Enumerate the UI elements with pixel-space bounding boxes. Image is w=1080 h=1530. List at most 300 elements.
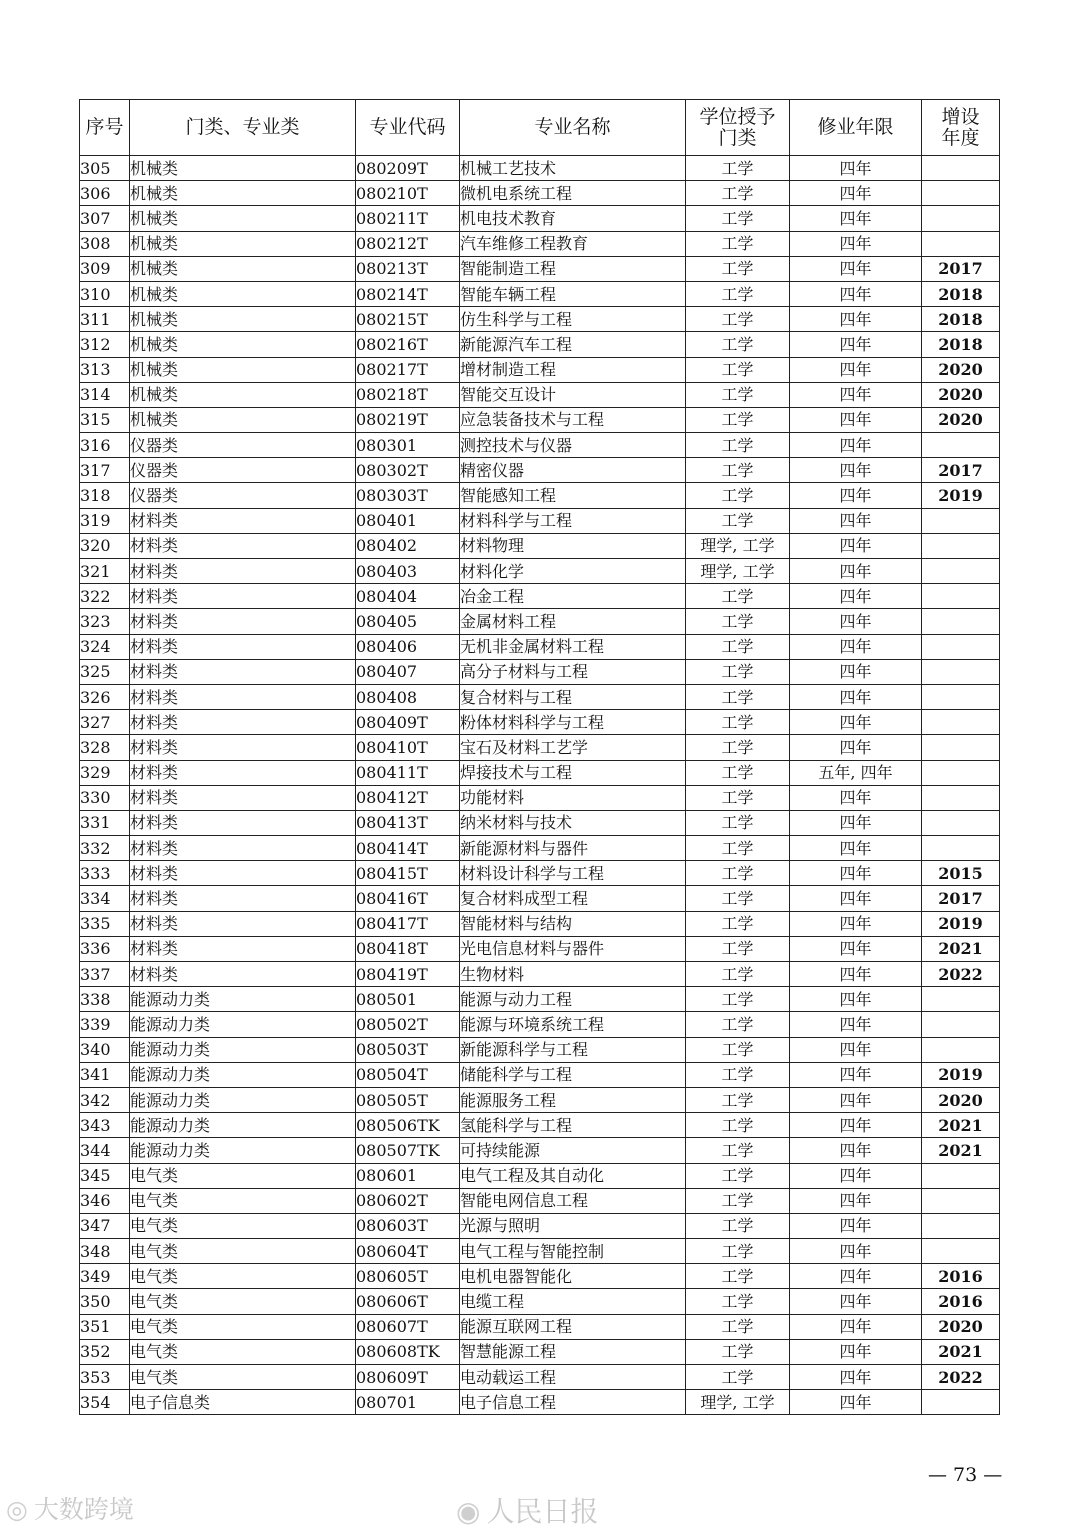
cell-name: 智能电网信息工程: [460, 1188, 686, 1213]
cell-year: [922, 735, 1000, 760]
table-row: [80, 281, 1000, 306]
cell-duration: 四年: [790, 1062, 922, 1087]
cell-no: 349: [80, 1264, 130, 1289]
cell-no: 314: [80, 382, 130, 407]
cell-name: 电气工程与智能控制: [460, 1239, 686, 1264]
cell-no: 337: [80, 962, 130, 987]
cell-name: 电气工程及其自动化: [460, 1163, 686, 1188]
cell-code: 080302T: [356, 458, 460, 483]
cell-code: 080218T: [356, 382, 460, 407]
cell-year: 2017: [922, 256, 1000, 281]
cell-duration: 四年: [790, 962, 922, 987]
watermark-left-text: 大数跨境: [33, 1495, 134, 1524]
cell-name: 智能感知工程: [460, 483, 686, 508]
cell-category: 能源动力类: [130, 1113, 356, 1138]
table-row: [80, 382, 1000, 407]
table-row: [80, 886, 1000, 911]
cell-code: 080604T: [356, 1239, 460, 1264]
cell-degree: 工学: [686, 382, 790, 407]
cell-year: [922, 1037, 1000, 1062]
cell-duration: 四年: [790, 483, 922, 508]
cell-name: 复合材料与工程: [460, 684, 686, 709]
cell-duration: 四年: [790, 156, 922, 181]
cell-name: 储能科学与工程: [460, 1062, 686, 1087]
cell-degree: 工学: [686, 861, 790, 886]
cell-degree: 工学: [686, 584, 790, 609]
cell-category: 机械类: [130, 156, 356, 181]
cell-year: [922, 1012, 1000, 1037]
cell-duration: 四年: [790, 1188, 922, 1213]
cell-no: 325: [80, 659, 130, 684]
table-row: [80, 433, 1000, 458]
cell-name: 无机非金属材料工程: [460, 634, 686, 659]
cell-year: 2020: [922, 1087, 1000, 1112]
cell-year: 2017: [922, 886, 1000, 911]
cell-degree: 工学: [686, 357, 790, 382]
cell-code: 080507TK: [356, 1138, 460, 1163]
cell-degree: 工学: [686, 836, 790, 861]
table-row: [80, 911, 1000, 936]
cell-degree: 工学: [686, 206, 790, 231]
cell-degree: 工学: [686, 433, 790, 458]
cell-duration: 四年: [790, 1037, 922, 1062]
cell-degree: 工学: [686, 911, 790, 936]
cell-category: 电子信息类: [130, 1390, 356, 1415]
cell-name: 电缆工程: [460, 1289, 686, 1314]
cell-category: 机械类: [130, 357, 356, 382]
cell-no: 332: [80, 836, 130, 861]
cell-no: 317: [80, 458, 130, 483]
cell-name: 粉体材料科学与工程: [460, 710, 686, 735]
cell-category: 电气类: [130, 1163, 356, 1188]
cell-degree: 工学: [686, 962, 790, 987]
table-row: [80, 1037, 1000, 1062]
cell-degree: 工学: [686, 609, 790, 634]
cell-year: 2019: [922, 911, 1000, 936]
cell-no: 330: [80, 785, 130, 810]
cell-degree: 工学: [686, 1314, 790, 1339]
cell-no: 313: [80, 357, 130, 382]
cell-no: 341: [80, 1062, 130, 1087]
cell-name: 纳米材料与技术: [460, 810, 686, 835]
table-row: [80, 1163, 1000, 1188]
cell-no: 328: [80, 735, 130, 760]
cell-no: 322: [80, 584, 130, 609]
cell-no: 312: [80, 332, 130, 357]
cell-duration: 四年: [790, 1289, 922, 1314]
cell-duration: 四年: [790, 307, 922, 332]
table-body: [80, 156, 1000, 1415]
cell-no: 334: [80, 886, 130, 911]
cell-degree: 工学: [686, 1113, 790, 1138]
cell-year: [922, 181, 1000, 206]
cell-name: 材料化学: [460, 559, 686, 584]
cell-year: [922, 559, 1000, 584]
cell-name: 功能材料: [460, 785, 686, 810]
cell-duration: 五年, 四年: [790, 760, 922, 785]
cell-code: 080409T: [356, 710, 460, 735]
cell-category: 机械类: [130, 382, 356, 407]
cell-no: 344: [80, 1138, 130, 1163]
cell-degree: 工学: [686, 1213, 790, 1238]
cell-no: 319: [80, 508, 130, 533]
cell-no: 308: [80, 231, 130, 256]
cell-code: 080213T: [356, 256, 460, 281]
table-row: [80, 1365, 1000, 1390]
table-row: [80, 483, 1000, 508]
cell-duration: 四年: [790, 332, 922, 357]
cell-year: [922, 1390, 1000, 1415]
cell-code: 080602T: [356, 1188, 460, 1213]
cell-no: 324: [80, 634, 130, 659]
table-header-row: [80, 100, 1000, 156]
table-row: [80, 256, 1000, 281]
cell-name: 光电信息材料与器件: [460, 936, 686, 961]
cell-no: 339: [80, 1012, 130, 1037]
cell-duration: 四年: [790, 735, 922, 760]
table-row: [80, 508, 1000, 533]
header-year: 增设年度: [922, 100, 1000, 156]
cell-name: 光源与照明: [460, 1213, 686, 1238]
cell-year: 2021: [922, 1138, 1000, 1163]
cell-duration: 四年: [790, 609, 922, 634]
header-degree: 学位授予门类: [686, 100, 790, 156]
cell-year: [922, 634, 1000, 659]
cell-duration: 四年: [790, 382, 922, 407]
cell-degree: 工学: [686, 181, 790, 206]
cell-code: 080215T: [356, 307, 460, 332]
cell-year: 2020: [922, 357, 1000, 382]
cell-year: 2018: [922, 332, 1000, 357]
cell-degree: 工学: [686, 407, 790, 432]
cell-category: 机械类: [130, 231, 356, 256]
cell-degree: 工学: [686, 1037, 790, 1062]
table-row: [80, 962, 1000, 987]
cell-name: 智能材料与结构: [460, 911, 686, 936]
cell-category: 材料类: [130, 508, 356, 533]
cell-category: 材料类: [130, 861, 356, 886]
cell-no: 309: [80, 256, 130, 281]
cell-year: 2016: [922, 1289, 1000, 1314]
cell-category: 材料类: [130, 559, 356, 584]
cell-year: [922, 810, 1000, 835]
cell-code: 080402: [356, 533, 460, 558]
cell-category: 材料类: [130, 735, 356, 760]
cell-year: [922, 156, 1000, 181]
cell-year: [922, 785, 1000, 810]
cell-category: 材料类: [130, 684, 356, 709]
cell-duration: 四年: [790, 281, 922, 306]
cell-degree: 工学: [686, 936, 790, 961]
cell-year: 2016: [922, 1264, 1000, 1289]
cell-duration: 四年: [790, 785, 922, 810]
cell-degree: 工学: [686, 256, 790, 281]
cell-name: 电动载运工程: [460, 1365, 686, 1390]
cell-category: 材料类: [130, 634, 356, 659]
cell-no: 321: [80, 559, 130, 584]
cell-category: 能源动力类: [130, 1138, 356, 1163]
cell-no: 335: [80, 911, 130, 936]
cell-duration: 四年: [790, 911, 922, 936]
cell-no: 310: [80, 281, 130, 306]
cell-category: 能源动力类: [130, 987, 356, 1012]
table-row: [80, 1087, 1000, 1112]
cell-name: 焊接技术与工程: [460, 760, 686, 785]
table-row: [80, 1339, 1000, 1364]
cell-code: 080505T: [356, 1087, 460, 1112]
cell-code: 080413T: [356, 810, 460, 835]
cell-no: 316: [80, 433, 130, 458]
cell-year: 2020: [922, 382, 1000, 407]
cell-duration: 四年: [790, 836, 922, 861]
cell-category: 电气类: [130, 1213, 356, 1238]
table-row: [80, 634, 1000, 659]
cell-name: 汽车维修工程教育: [460, 231, 686, 256]
cell-no: 348: [80, 1239, 130, 1264]
cell-degree: 工学: [686, 684, 790, 709]
cell-name: 氢能科学与工程: [460, 1113, 686, 1138]
cell-year: [922, 1239, 1000, 1264]
cell-category: 能源动力类: [130, 1037, 356, 1062]
table-row: [80, 609, 1000, 634]
cell-no: 327: [80, 710, 130, 735]
cell-no: 343: [80, 1113, 130, 1138]
cell-name: 新能源科学与工程: [460, 1037, 686, 1062]
cell-code: 080211T: [356, 206, 460, 231]
cell-no: 331: [80, 810, 130, 835]
cell-category: 材料类: [130, 710, 356, 735]
table-row: [80, 181, 1000, 206]
cell-no: 326: [80, 684, 130, 709]
header-no: 序号: [80, 100, 130, 156]
table-row: [80, 332, 1000, 357]
cell-duration: 四年: [790, 1012, 922, 1037]
cell-year: [922, 1163, 1000, 1188]
cell-category: 机械类: [130, 256, 356, 281]
cell-code: 080502T: [356, 1012, 460, 1037]
cell-code: 080506TK: [356, 1113, 460, 1138]
cell-code: 080701: [356, 1390, 460, 1415]
cell-category: 材料类: [130, 584, 356, 609]
cell-code: 080407: [356, 659, 460, 684]
table-row: [80, 836, 1000, 861]
cell-year: [922, 760, 1000, 785]
cell-name: 能源互联网工程: [460, 1314, 686, 1339]
header-category: 门类、专业类: [130, 100, 356, 156]
cell-duration: 四年: [790, 458, 922, 483]
cell-degree: 工学: [686, 508, 790, 533]
cell-category: 机械类: [130, 307, 356, 332]
cell-degree: 工学: [686, 307, 790, 332]
cell-no: 307: [80, 206, 130, 231]
cell-degree: 工学: [686, 1163, 790, 1188]
cell-category: 材料类: [130, 785, 356, 810]
cell-year: [922, 533, 1000, 558]
cell-category: 机械类: [130, 206, 356, 231]
cell-category: 能源动力类: [130, 1062, 356, 1087]
cell-duration: 四年: [790, 810, 922, 835]
cell-code: 080301: [356, 433, 460, 458]
cell-degree: 理学, 工学: [686, 533, 790, 558]
cell-year: [922, 231, 1000, 256]
table-row: [80, 1239, 1000, 1264]
weibo-icon: ◉: [456, 1495, 481, 1528]
cell-year: [922, 508, 1000, 533]
cell-year: 2022: [922, 962, 1000, 987]
cell-degree: 工学: [686, 1087, 790, 1112]
cell-name: 电机电器智能化: [460, 1264, 686, 1289]
cell-code: 080605T: [356, 1264, 460, 1289]
table-row: [80, 584, 1000, 609]
cell-year: [922, 206, 1000, 231]
cell-name: 材料物理: [460, 533, 686, 558]
table-row: [80, 1264, 1000, 1289]
cell-name: 宝石及材料工艺学: [460, 735, 686, 760]
cell-category: 材料类: [130, 836, 356, 861]
table-row: [80, 1062, 1000, 1087]
cell-degree: 工学: [686, 785, 790, 810]
cell-no: 336: [80, 936, 130, 961]
cell-duration: 四年: [790, 936, 922, 961]
cell-no: 347: [80, 1213, 130, 1238]
cell-duration: 四年: [790, 1138, 922, 1163]
cell-year: [922, 684, 1000, 709]
cell-code: 080303T: [356, 483, 460, 508]
cell-duration: 四年: [790, 1087, 922, 1112]
cell-no: 353: [80, 1365, 130, 1390]
cell-duration: 四年: [790, 1113, 922, 1138]
cell-degree: 工学: [686, 1012, 790, 1037]
cell-year: [922, 1213, 1000, 1238]
cell-year: 2021: [922, 1113, 1000, 1138]
cell-code: 080415T: [356, 861, 460, 886]
cell-no: 338: [80, 987, 130, 1012]
cell-degree: 工学: [686, 634, 790, 659]
cell-no: 346: [80, 1188, 130, 1213]
cell-degree: 工学: [686, 1339, 790, 1364]
table-row: [80, 407, 1000, 432]
cell-category: 电气类: [130, 1264, 356, 1289]
cell-degree: 工学: [686, 735, 790, 760]
cell-degree: 工学: [686, 483, 790, 508]
cell-duration: 四年: [790, 231, 922, 256]
cell-degree: 工学: [686, 1138, 790, 1163]
cell-no: 311: [80, 307, 130, 332]
cell-year: [922, 609, 1000, 634]
table-row: [80, 533, 1000, 558]
cell-duration: 四年: [790, 407, 922, 432]
table-row: [80, 559, 1000, 584]
cell-year: [922, 836, 1000, 861]
cell-duration: 四年: [790, 181, 922, 206]
table-row: [80, 987, 1000, 1012]
cell-name: 生物材料: [460, 962, 686, 987]
majors-table: [79, 99, 1000, 1415]
cell-category: 机械类: [130, 407, 356, 432]
cell-category: 材料类: [130, 936, 356, 961]
cell-category: 材料类: [130, 533, 356, 558]
cell-category: 机械类: [130, 281, 356, 306]
cell-name: 金属材料工程: [460, 609, 686, 634]
cell-code: 080216T: [356, 332, 460, 357]
cell-degree: 工学: [686, 231, 790, 256]
table-row: [80, 1390, 1000, 1415]
cell-code: 080504T: [356, 1062, 460, 1087]
cell-category: 能源动力类: [130, 1087, 356, 1112]
cell-code: 080501: [356, 987, 460, 1012]
cell-category: 机械类: [130, 181, 356, 206]
cell-category: 电气类: [130, 1314, 356, 1339]
cell-code: 080404: [356, 584, 460, 609]
cell-degree: 工学: [686, 810, 790, 835]
cell-category: 材料类: [130, 609, 356, 634]
cell-name: 能源与环境系统工程: [460, 1012, 686, 1037]
cell-category: 电气类: [130, 1239, 356, 1264]
table-row: [80, 231, 1000, 256]
cell-year: 2021: [922, 1339, 1000, 1364]
cell-name: 增材制造工程: [460, 357, 686, 382]
cell-degree: 工学: [686, 710, 790, 735]
cell-year: 2020: [922, 407, 1000, 432]
cell-year: [922, 433, 1000, 458]
cell-name: 冶金工程: [460, 584, 686, 609]
cell-code: 080401: [356, 508, 460, 533]
cell-code: 080410T: [356, 735, 460, 760]
cell-no: 315: [80, 407, 130, 432]
cell-no: 320: [80, 533, 130, 558]
cell-duration: 四年: [790, 1163, 922, 1188]
cell-duration: 四年: [790, 433, 922, 458]
cell-year: [922, 1188, 1000, 1213]
cell-category: 电气类: [130, 1289, 356, 1314]
cell-name: 微机电系统工程: [460, 181, 686, 206]
page-number: — 73 —: [928, 1464, 1003, 1486]
cell-category: 材料类: [130, 810, 356, 835]
cell-year: 2018: [922, 307, 1000, 332]
cell-name: 智慧能源工程: [460, 1339, 686, 1364]
cell-duration: 四年: [790, 584, 922, 609]
header-duration: 修业年限: [790, 100, 922, 156]
cell-no: 323: [80, 609, 130, 634]
cell-name: 测控技术与仪器: [460, 433, 686, 458]
cell-duration: 四年: [790, 1213, 922, 1238]
cell-name: 新能源材料与器件: [460, 836, 686, 861]
cell-code: 080419T: [356, 962, 460, 987]
watermark-right-text: 人民日报: [486, 1495, 599, 1528]
cell-no: 345: [80, 1163, 130, 1188]
cell-duration: 四年: [790, 1339, 922, 1364]
cell-degree: 工学: [686, 987, 790, 1012]
cell-name: 智能交互设计: [460, 382, 686, 407]
cell-duration: 四年: [790, 1390, 922, 1415]
cell-code: 080608TK: [356, 1339, 460, 1364]
cell-no: 354: [80, 1390, 130, 1415]
table-row: [80, 206, 1000, 231]
cell-no: 351: [80, 1314, 130, 1339]
cell-year: 2019: [922, 1062, 1000, 1087]
cell-name: 机械工艺技术: [460, 156, 686, 181]
cell-code: 080212T: [356, 231, 460, 256]
table-row: [80, 458, 1000, 483]
cell-year: [922, 710, 1000, 735]
cell-degree: 工学: [686, 332, 790, 357]
cell-category: 能源动力类: [130, 1012, 356, 1037]
table-row: [80, 1012, 1000, 1037]
cell-name: 材料设计科学与工程: [460, 861, 686, 886]
cell-year: 2021: [922, 936, 1000, 961]
table-row: [80, 1314, 1000, 1339]
cell-category: 材料类: [130, 911, 356, 936]
